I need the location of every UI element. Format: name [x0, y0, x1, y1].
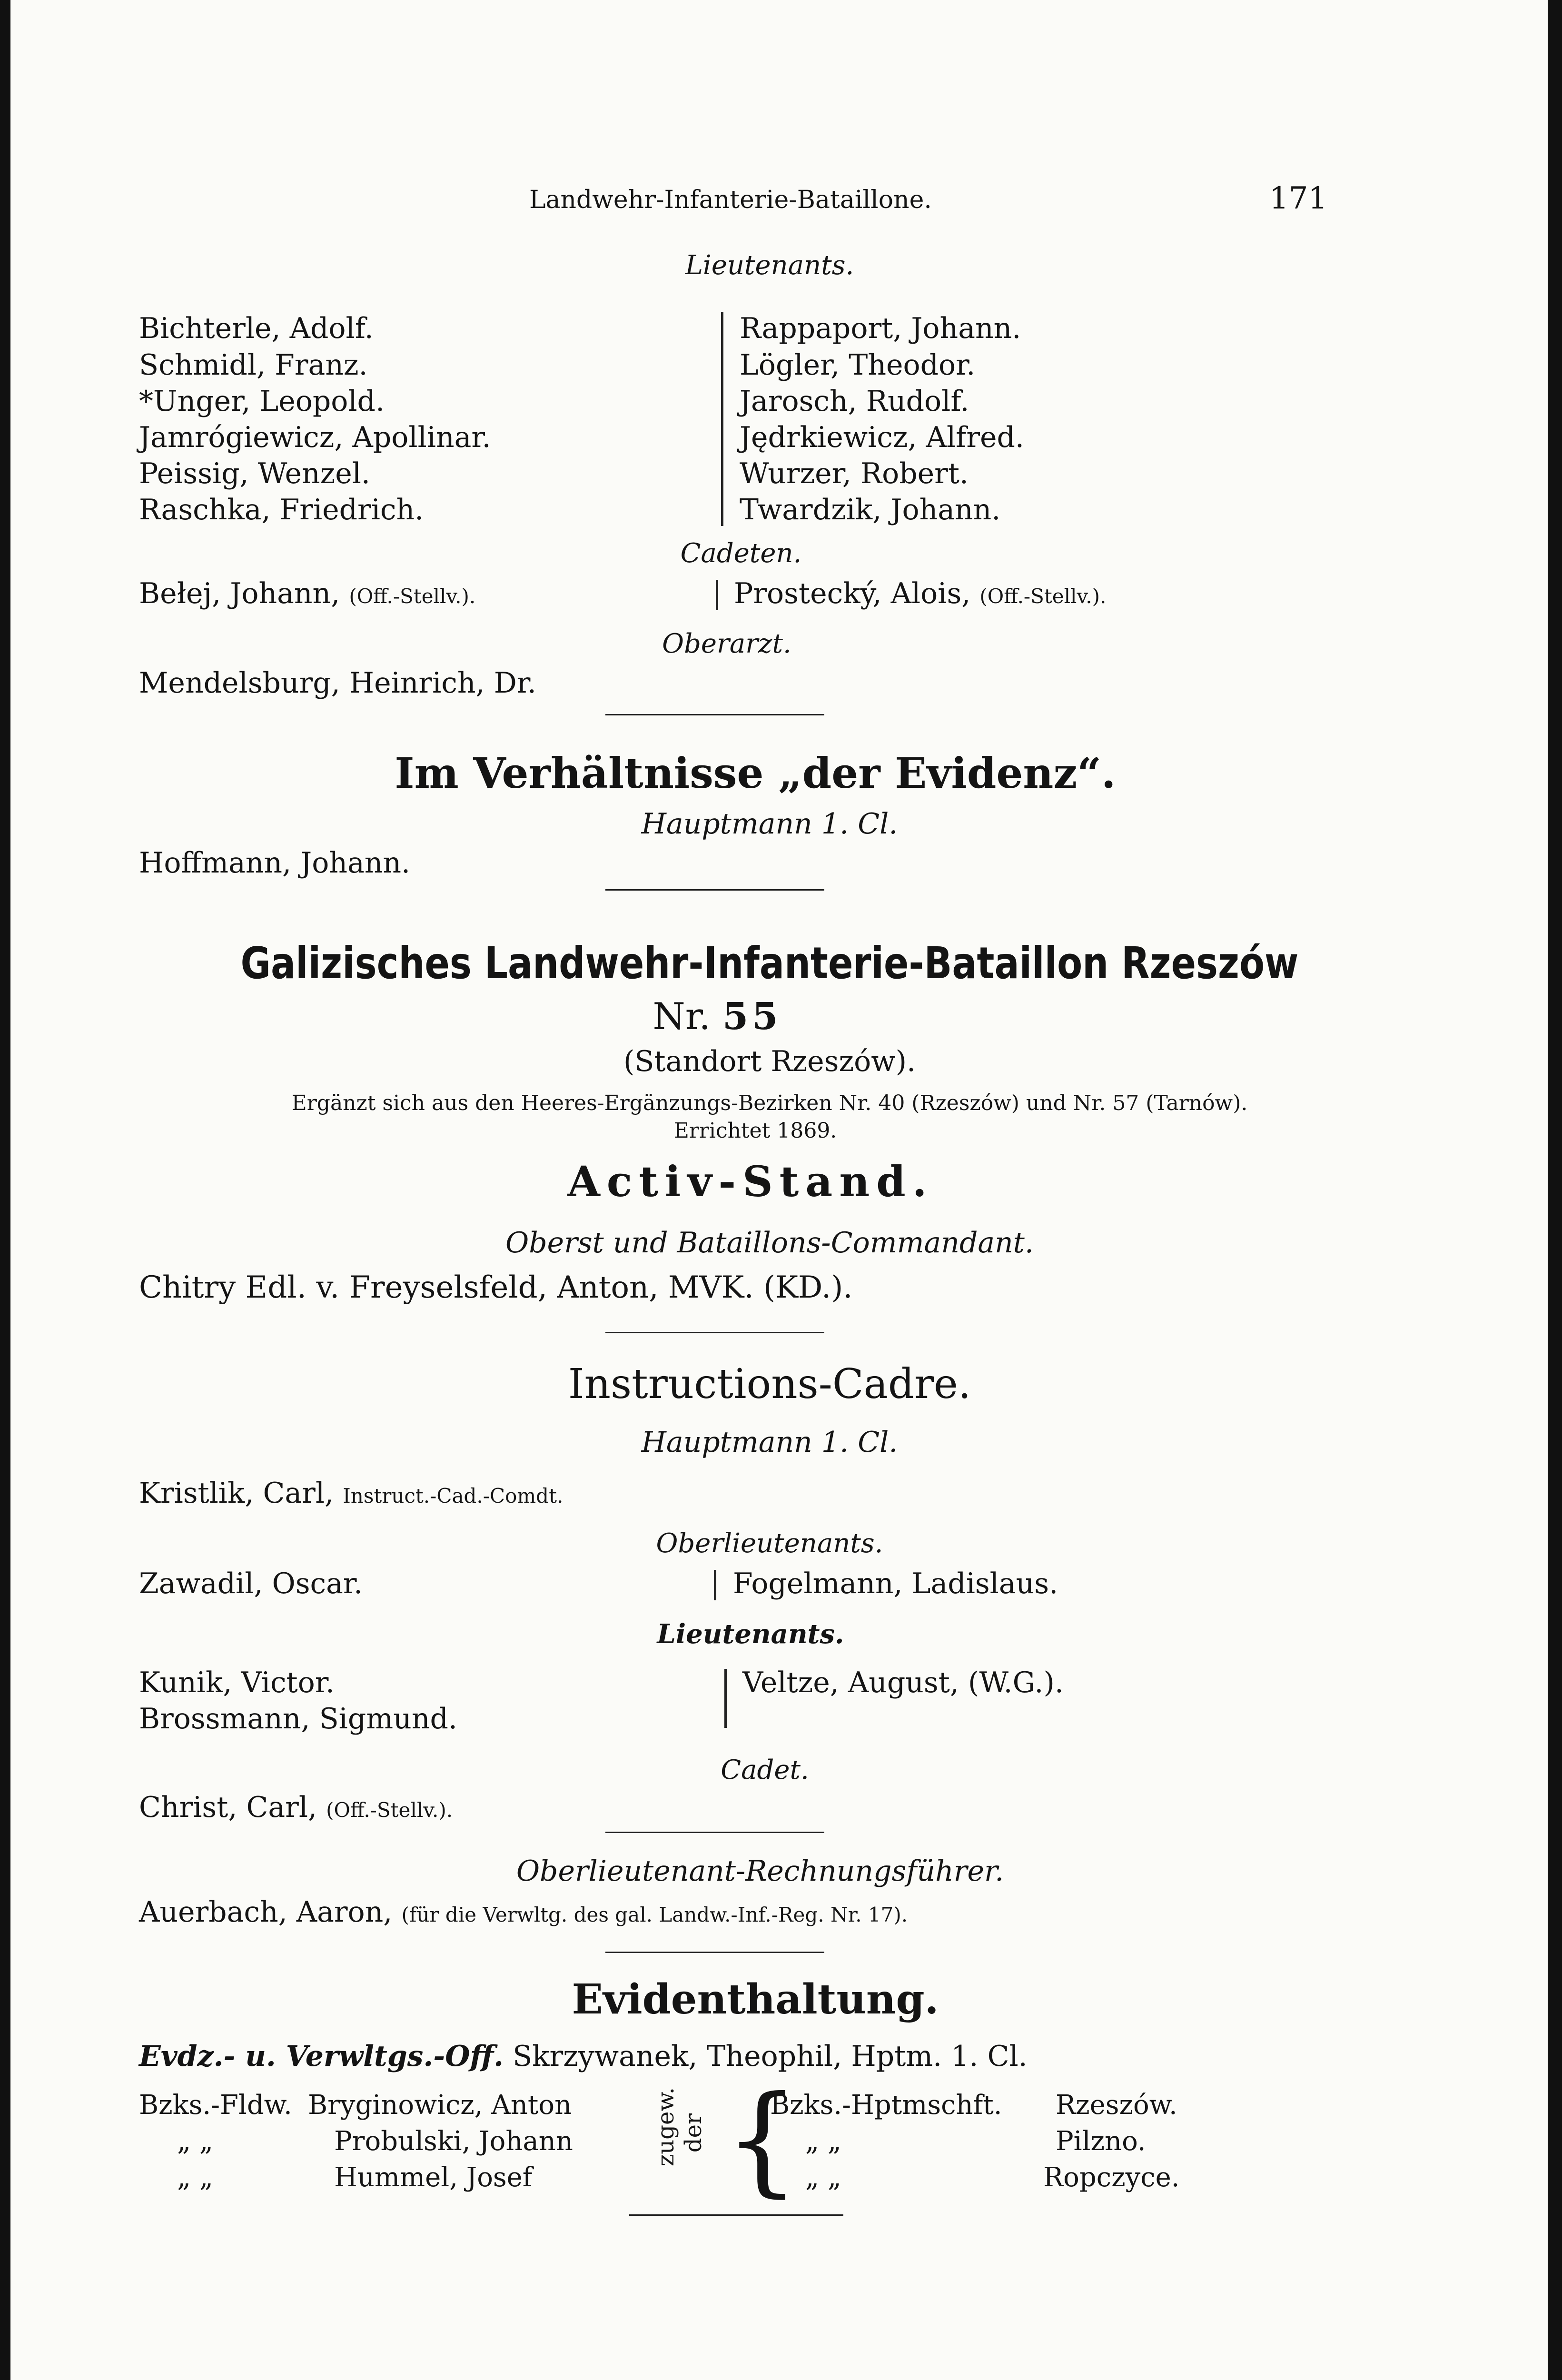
- rechnungsfuhrer-heading: Oberlieutenant-Rechnungsführer.: [516, 1854, 1004, 1888]
- cadre-lieutenant-left-2: Brossmann, Sigmund.: [139, 1702, 457, 1735]
- row-place: Pilzno.: [1056, 2126, 1146, 2157]
- lieutenant-left-3: *Unger, Leopold.: [139, 385, 385, 418]
- cadet-right: [734, 577, 1106, 610]
- standort: (Standort Rzeszów).: [623, 1045, 916, 1078]
- evidenz-officer: [139, 2040, 1028, 2073]
- battalion-number-prefix: Nr.: [652, 995, 711, 1038]
- evidenthaltung-title: Evidenthaltung.: [572, 1975, 939, 2023]
- cadre-cadet-heading: Cadet.: [721, 1755, 809, 1785]
- running-title: Landwehr-Infanterie-Bataillone.: [529, 186, 932, 214]
- cadre-hauptmann: [139, 1477, 563, 1510]
- section-divider: [605, 889, 824, 891]
- errichtet-line: Errichtet 1869.: [673, 1119, 837, 1143]
- cadre-oberlieutenants-heading: Oberlieutenants.: [656, 1528, 883, 1559]
- row-name: Probulski, Johann: [334, 2126, 573, 2157]
- row-office: „ „: [805, 2162, 841, 2193]
- evidenz-title: Im Verhältnisse „der Evidenz“.: [395, 748, 1116, 798]
- cadre-lieutenant-right-1: Veltze, August, (W.G.).: [742, 1666, 1064, 1699]
- oberst-name: Chitry Edl. v. Freyselsfeld, Anton, MVK. (KD.).: [139, 1270, 853, 1305]
- cadre-hauptmann-heading: Hauptmann 1. Cl.: [641, 1426, 898, 1459]
- column-divider: [721, 312, 723, 526]
- lieutenant-right-3: Jarosch, Rudolf.: [740, 385, 969, 418]
- lieutenant-left-2: Schmidl, Franz.: [139, 348, 368, 382]
- cadet-left: [139, 577, 475, 610]
- battalion-number: [10, 995, 1486, 1038]
- lieutenant-divider: [724, 1669, 727, 1728]
- lieutenant-left-5: Peissig, Wenzel.: [139, 457, 371, 490]
- lieutenant-right-1: Rappaport, Johann.: [740, 312, 1021, 345]
- oberarzt-name: Mendelsburg, Heinrich, Dr.: [139, 666, 536, 700]
- row-name: Bryginowicz, Anton: [308, 2090, 572, 2121]
- row-office: Bzks.-Hptmschft.: [770, 2090, 1002, 2121]
- row-place: Rzeszów.: [1056, 2090, 1177, 2121]
- cadre-oberlieutenant-right: Fogelmann, Ladislaus.: [733, 1567, 1058, 1600]
- oberst-rank: Oberst und Bataillons-Commandant.: [505, 1226, 1034, 1259]
- section-divider: [605, 1952, 824, 1953]
- row-rank: Bzks.-Fldw.: [139, 2090, 292, 2121]
- instructions-cadre-title: Instructions-Cadre.: [568, 1360, 971, 1408]
- erganzt-line: Ergänzt sich aus den Heeres-Ergänzungs-Bezirken Nr. 40 (Rzeszów) und Nr. 57 (Tarnów).: [291, 1091, 1248, 1115]
- cadet-right-name: Prostecký, Alois,: [734, 577, 971, 610]
- cadeten-heading: Cadeten.: [680, 538, 802, 569]
- cadre-cadet: [139, 1791, 453, 1824]
- row-rank: „ „: [177, 2126, 213, 2157]
- cadre-oberlieutenant-left: Zawadil, Oscar.: [139, 1567, 363, 1600]
- battalion-title: Galizisches Landwehr-Infanterie-Bataillon Rzeszów: [240, 938, 1299, 989]
- assigned-label-2: der: [680, 2113, 707, 2153]
- evidenz-officer-name: Skrzywanek, Theophil, Hptm. 1. Cl.: [513, 2040, 1028, 2073]
- cadre-hauptmann-name: Kristlik, Carl,: [139, 1477, 334, 1510]
- lieutenant-right-5: Wurzer, Robert.: [740, 457, 969, 490]
- assigned-label-1: zugew.: [652, 2087, 679, 2166]
- assignment-brace: {: [724, 2070, 801, 2209]
- lieutenant-right-2: Lögler, Theodor.: [740, 348, 976, 382]
- evidenz-officer-label: Evdz.- u. Verwltgs.-Off.: [139, 2040, 504, 2073]
- activ-stand-title: Activ-Stand.: [567, 1157, 934, 1206]
- cadre-cadet-name: Christ, Carl,: [139, 1791, 317, 1824]
- row-place: Ropczyce.: [1043, 2162, 1180, 2193]
- evidenz-rank: Hauptmann 1. Cl.: [641, 807, 898, 841]
- evidenz-name: Hoffmann, Johann.: [139, 846, 411, 880]
- cadet-left-note: (Off.-Stellv.).: [349, 585, 476, 608]
- section-divider: [605, 1332, 824, 1333]
- rechnungsfuhrer-name: Auerbach, Aaron,: [139, 1895, 393, 1929]
- section-divider: [629, 2214, 843, 2216]
- cadre-lieutenants-heading: Lieutenants.: [657, 1618, 844, 1650]
- cadre-lieutenant-left-1: Kunik, Victor.: [139, 1666, 335, 1699]
- section-divider: [605, 1832, 824, 1833]
- cadet-divider: [716, 580, 718, 610]
- cadet-left-name: Bełej, Johann,: [139, 577, 340, 610]
- row-office: „ „: [805, 2126, 841, 2157]
- row-rank: „ „: [177, 2162, 213, 2193]
- oberarzt-heading: Oberarzt.: [662, 628, 791, 659]
- battalion-number-value: 55: [722, 995, 782, 1038]
- row-name: Hummel, Josef: [334, 2162, 533, 2193]
- lieutenant-right-6: Twardzik, Johann.: [740, 493, 1001, 526]
- lieutenants-heading: Lieutenants.: [685, 250, 854, 281]
- lieutenant-right-4: Jędrkiewicz, Alfred.: [740, 421, 1025, 454]
- rechnungsfuhrer-note: (für die Verwltg. des gal. Landw.-Inf.-Reg. Nr. 17).: [401, 1903, 908, 1926]
- oberlieutenant-divider: [714, 1570, 716, 1600]
- cadet-right-note: (Off.-Stellv.).: [979, 585, 1107, 608]
- rechnungsfuhrer: [139, 1895, 908, 1929]
- section-divider: [605, 714, 824, 715]
- cadre-cadet-note: (Off.-Stellv.).: [326, 1798, 453, 1822]
- page-number: 171: [1269, 181, 1328, 216]
- document-page: [10, 0, 1548, 2380]
- lieutenant-left-6: Raschka, Friedrich.: [139, 493, 424, 526]
- lieutenant-left-4: Jamrógiewicz, Apollinar.: [139, 421, 491, 454]
- cadre-hauptmann-note: Instruct.-Cad.-Comdt.: [343, 1484, 564, 1507]
- lieutenant-left-1: Bichterle, Adolf.: [139, 312, 374, 345]
